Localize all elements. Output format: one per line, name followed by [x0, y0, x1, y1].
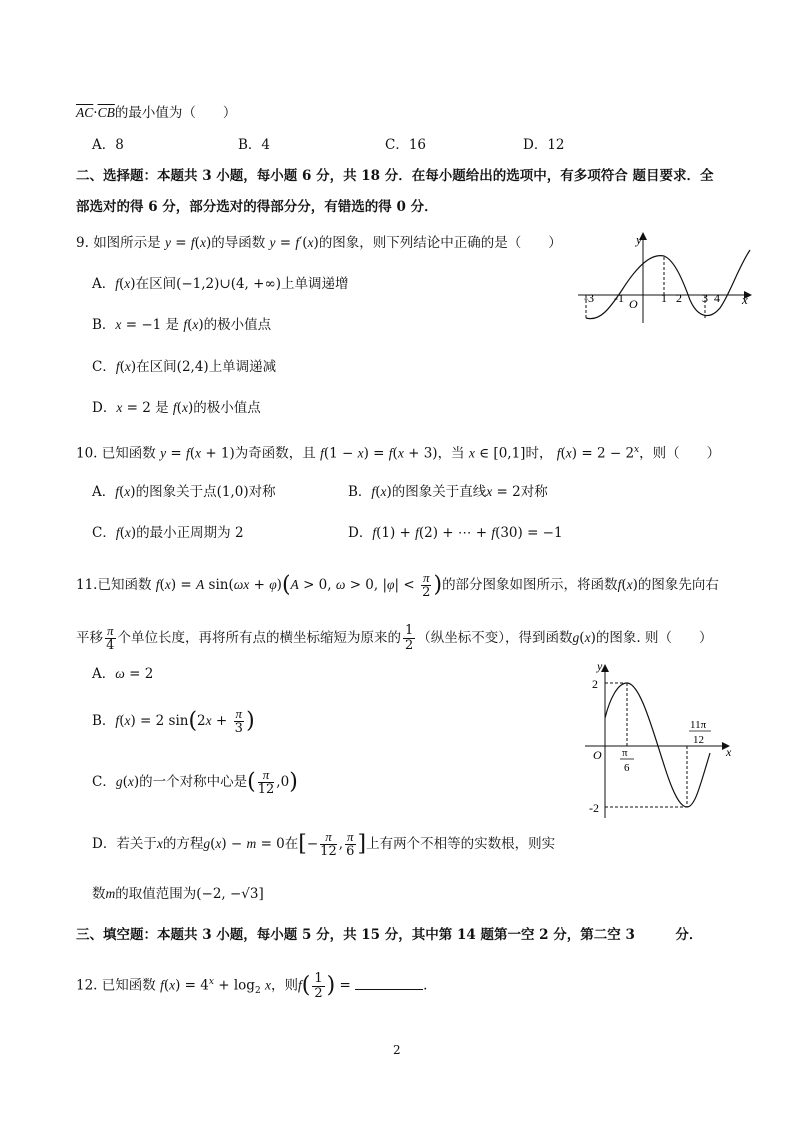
q11-option-b[interactable]: B．f(x) = 2 sin(2x + $\frac{\pi}{3}$ ) — [92, 706, 255, 736]
origin-label: O — [629, 297, 638, 311]
q8-option-a[interactable]: A．8 — [92, 137, 124, 153]
x-axis-label: x — [742, 292, 748, 307]
q12-stem: 12. 已知函数 $f(x) = 4^x + \log_2 x$，则f( $\frac{1}{2}$ ) = . — [76, 970, 428, 1001]
section2-heading-line2: 部选对的得 6 分，部分选对的得部分分，有错选的得 0 分． — [76, 199, 438, 215]
q9-derivative-graph — [570, 228, 755, 328]
q11-stem: 11.已知函数 f(x) = A sin(ωx + φ)(A > 0, ω > 0, |φ| < $\frac{\pi}{2}$ )的部分图象如图所示，将函数f(x)的图象先向右 — [76, 570, 719, 600]
q8-option-c[interactable]: C．16 — [385, 137, 427, 153]
tick-4: 4 — [714, 291, 720, 305]
tick-11pi12-num: 11π — [690, 719, 707, 731]
q11-option-d-line2: 数m的取值范围为(−2, −√3] — [92, 886, 264, 902]
q11-option-c[interactable]: C．g(x)的一个对称中心是( $\frac{\pi}{12}$ ,0) — [92, 767, 298, 797]
q10-stem: 10. 已知函数 y = f(x + 1)为奇函数，且 f(1 − x) = f(x + 3)，当 x ∈ [0,1]时， $f(x) = 2 - 2^x$，则（ ） — [76, 445, 721, 462]
q10-option-b[interactable]: B．f(x)的图象关于直线x = 2对称 — [348, 484, 548, 500]
x-axis-label: x — [726, 745, 732, 759]
q10-option-c[interactable]: C．f(x)的最小正周期为 2 — [92, 525, 244, 541]
q9-option-b[interactable]: B．x = −1 是 f(x)的极小值点 — [92, 317, 272, 333]
q10-option-a[interactable]: A．f(x)的图象关于点(1,0)对称 — [92, 484, 276, 500]
derivative-curve — [586, 250, 750, 319]
section2-heading-line1: 二、选择题：本题共 3 小题，每小题 6 分，共 18 分．在每小题给出的选项中，有多项符合 题目要求．全 — [76, 168, 714, 184]
q9-option-c[interactable]: C．f(x)在区间(2,4)上单调递减 — [92, 359, 277, 375]
tick-11pi12-den: 12 — [693, 734, 704, 746]
q9-option-d[interactable]: D．x = 2 是 f(x)的极小值点 — [92, 400, 261, 416]
tick-3: 3 — [702, 291, 708, 305]
origin-label: O — [593, 748, 602, 762]
q12-answer-blank[interactable] — [355, 975, 423, 990]
y-axis-label: y — [597, 659, 603, 673]
section3-heading: 三、填空题：本题共 3 小题，每小题 5 分，共 15 分，其中第 14 题第一空 2 分，第二空 3 分． — [76, 927, 703, 943]
q9-stem: 9. 如图所示是 y = f(x)的导函数 y = f′(x)的图象，则下列结论中正确的是（ ） — [76, 235, 562, 251]
tick-1: 1 — [661, 291, 667, 305]
q10-option-d[interactable]: D．f(1) + f(2) + ⋯ + f(30) = −1 — [348, 525, 563, 541]
page-number: 2 — [393, 1043, 401, 1057]
q11-option-d[interactable]: D．若关于x的方程g(x) − m = 0在[− $\frac{\pi}{12}$ , $\frac{\pi}{6}$ ]上有两个不相等的实数根，则实 — [92, 829, 556, 859]
tick-neg3: -3 — [584, 291, 594, 305]
tick-pi6-den: 6 — [624, 762, 630, 774]
vector-ac: $\overline{AC}$ — [76, 105, 94, 120]
y-max-label: 2 — [592, 677, 598, 691]
q11-option-a[interactable]: A．ω = 2 — [92, 666, 154, 682]
q11-sine-graph — [580, 658, 740, 823]
q9-option-a[interactable]: A．f(x)在区间(−1,2)∪(4, +∞)上单调递增 — [92, 276, 349, 292]
q8-stem: $\overline{AC}\cdot\overline{CB}$的最小值为（ ） — [76, 105, 237, 121]
q8-option-d[interactable]: D．12 — [523, 137, 565, 153]
tick-neg1: -1 — [614, 291, 624, 305]
tick-2: 2 — [676, 291, 682, 305]
vector-cb: $\overline{CB}$ — [97, 105, 115, 120]
tick-pi6-num: π — [622, 747, 628, 759]
y-min-label: -2 — [589, 801, 599, 815]
y-axis-label: y — [636, 232, 642, 247]
q8-option-b[interactable]: B．4 — [238, 137, 271, 153]
q11-stem-line2: 平移 $\frac{\pi}{4}$ 个单位长度，再将所有点的横坐标缩短为原来的 $\frac{1}{2}$ （纵坐标不变），得到函数g(x)的图象. 则（ ） — [76, 623, 713, 653]
